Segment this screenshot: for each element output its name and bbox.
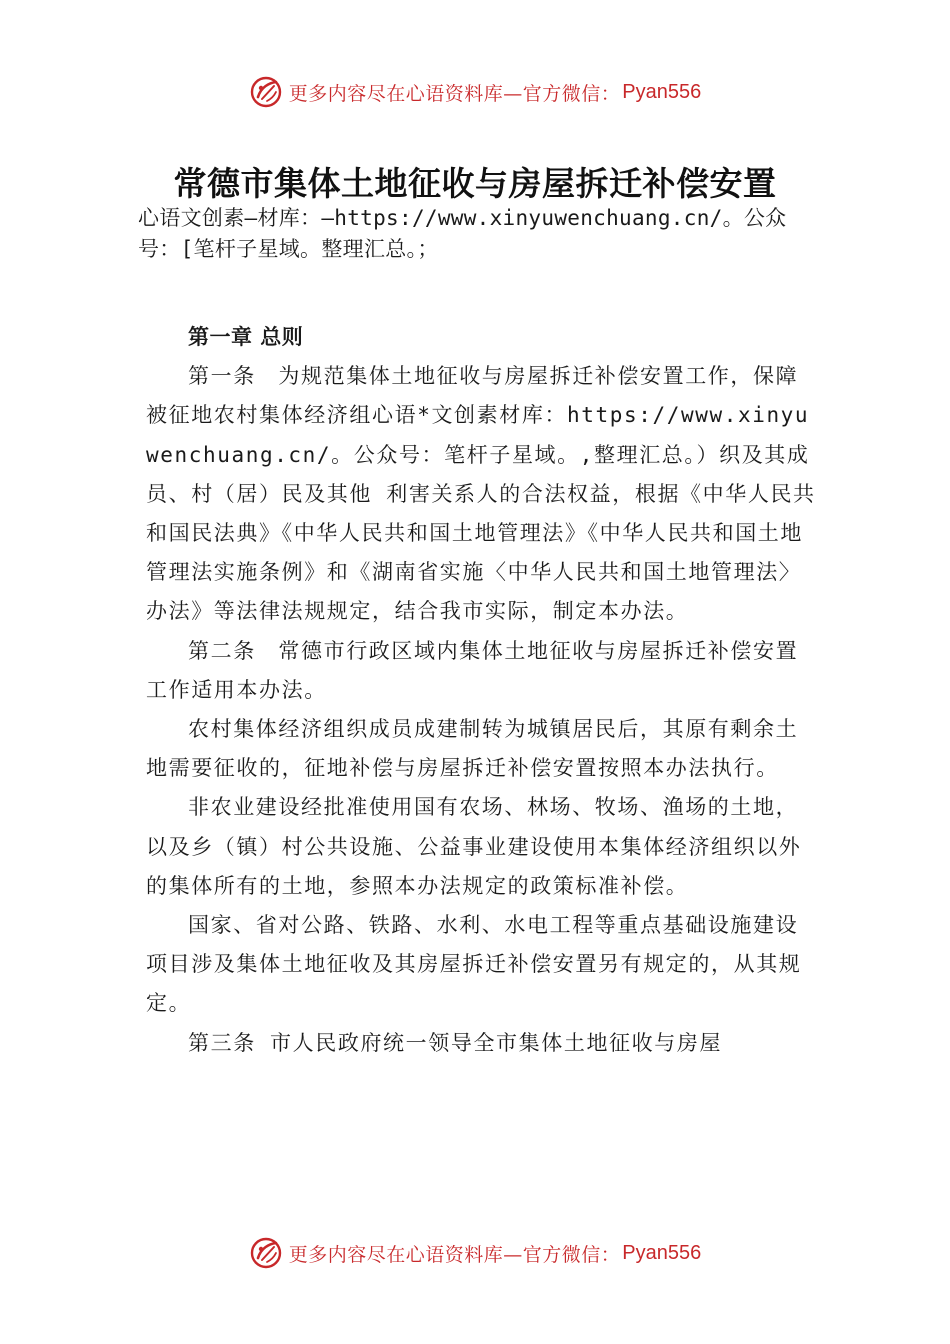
document-title: 常德市集体土地征收与房屋拆迁补偿安置: [173, 164, 777, 203]
library-logo-icon: [249, 75, 283, 109]
wechat-id: Pyan556: [622, 1241, 702, 1264]
footer-banner: [0, 1231, 950, 1275]
paragraph-article-1: 第一条 为规范集体土地征收与房屋拆迁补偿安置工作，保障被征地农村集体经济组心语*文创素材库：https://www.xinyuwenchuang.cn/。公众号：笔杆子星域。,整理汇总。）织及其成员、村（居）民及其他 利害关系人的合法权益，根据《中华人民共和国民法典》《中华人民共和国土地管理法》《中华人民共和国土地管理法实施条例》和《湖南省实施〈中华人民共和国土地管理法〉办法》等法律法规规定，结合我市实际，制定本办法。: [146, 364, 816, 624]
paragraph-article-2: 第二条 常德市行政区域内集体土地征收与房屋拆迁补偿安置工作适用本办法。: [146, 638, 799, 702]
paragraph-article-3: 第三条 市人民政府统一领导全市集体土地征收与房屋: [188, 1030, 723, 1055]
document-body: [146, 318, 816, 1063]
paragraph: 国家、省对公路、铁路、水利、水电工程等重点基础设施建设项目涉及集体土地征收及其房屋拆迁补偿安置另有规定的，从其规定。: [146, 913, 802, 1016]
banner-text: 更多内容尽在心语资料库—官方微信：: [288, 1243, 621, 1266]
paragraph: 非农业建设经批准使用国有农场、林场、牧场、渔场的土地，以及乡（镇）村公共设施、公益事业建设使用本集体经济组织以外的集体所有的土地，参照本办法规定的政策标准补偿。: [146, 795, 802, 898]
paragraph: 农村集体经济组织成员成建制转为城镇居民后，其原有剩余土地需要征收的，征地补偿与房屋拆迁补偿安置按照本办法执行。: [146, 717, 799, 781]
wechat-id: Pyan556: [622, 80, 702, 103]
source-line: 心语文创素—材库：—https://www.xinyuwenchuang.cn/。公众号：[笔杆子星域。整理汇总。；: [138, 206, 787, 261]
library-logo-icon: [249, 1236, 283, 1270]
banner-text: 更多内容尽在心语资料库—官方微信：: [288, 82, 621, 105]
chapter-heading: 第一章 总则: [188, 325, 304, 349]
header-banner: [0, 70, 950, 114]
